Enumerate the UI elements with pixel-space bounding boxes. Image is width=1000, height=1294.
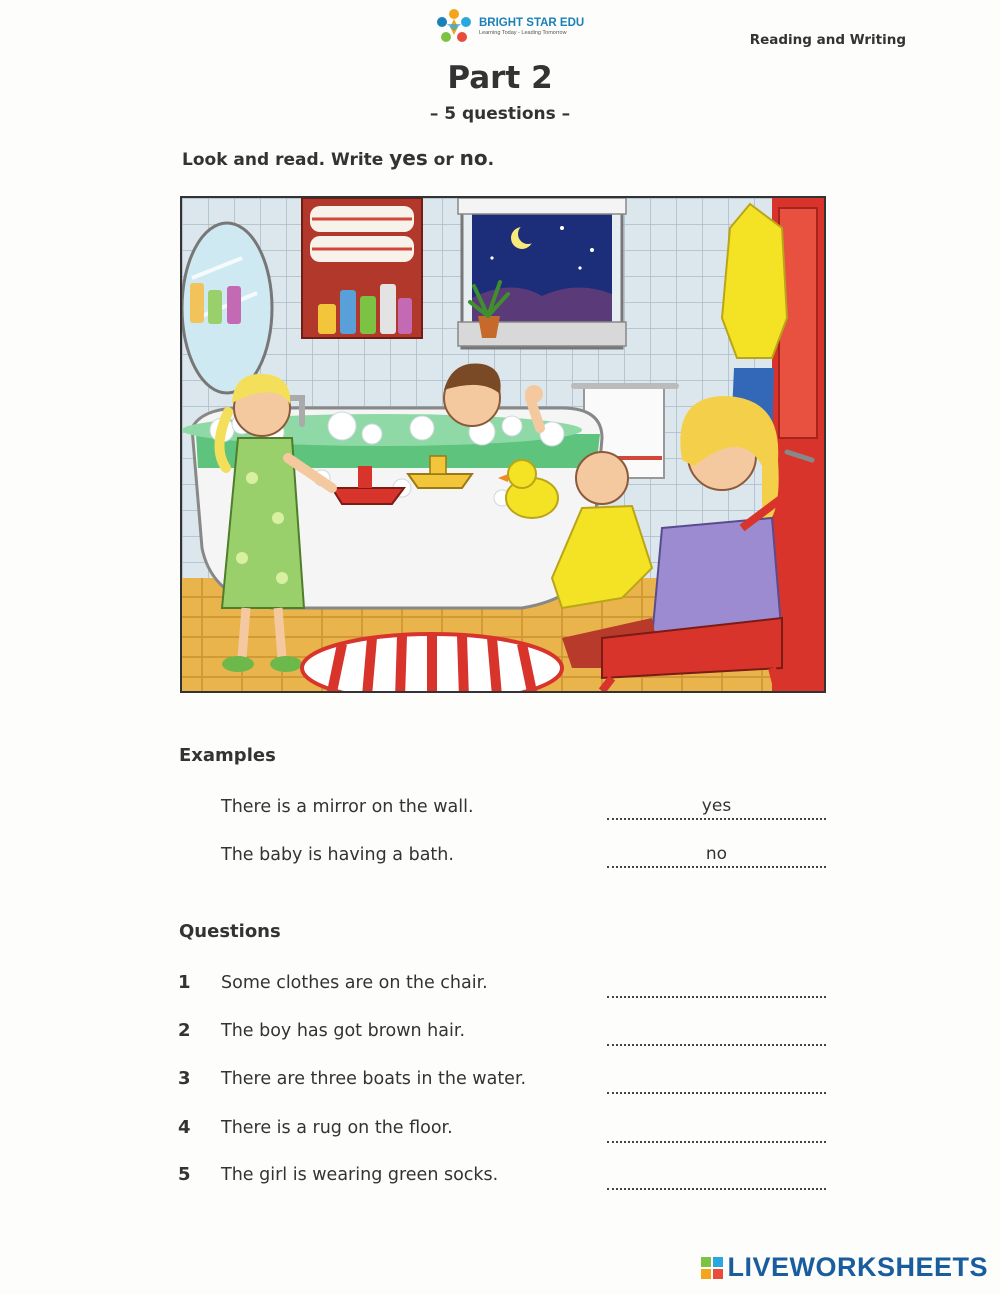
question-text: The boy has got brown hair. <box>221 1021 466 1041</box>
yellow-boat <box>408 474 472 488</box>
red-boat <box>332 488 404 504</box>
liveworksheets-brand: LIVEWORKSHEETS <box>727 1252 988 1282</box>
example-text: The baby is having a bath. <box>221 845 454 865</box>
liveworksheets-logo <box>701 1252 988 1283</box>
instruction-prefix: Look and read. Write <box>182 150 390 170</box>
question-number: 3 <box>178 1068 191 1089</box>
example-row <box>0 796 1000 826</box>
question-row <box>0 1117 1000 1147</box>
instruction-middle: or <box>427 150 460 170</box>
example-row <box>0 844 1000 874</box>
example-answer: no <box>607 844 826 868</box>
logo-brand-name: BRIGHT STAR EDU <box>479 16 585 29</box>
question-number: 4 <box>178 1117 191 1138</box>
star-logo-icon <box>433 6 475 48</box>
question-row <box>0 1068 1000 1098</box>
answer-input[interactable] <box>607 1024 826 1046</box>
question-text: There is a rug on the floor. <box>221 1118 453 1138</box>
bathroom-illustration <box>180 196 826 693</box>
instruction <box>182 146 494 170</box>
answer-input[interactable] <box>607 1121 826 1143</box>
page-title: Part 2 <box>447 60 553 96</box>
liveworksheets-icon <box>701 1257 723 1279</box>
questions-heading: Questions <box>179 921 281 942</box>
page-subtitle: – 5 questions – <box>429 104 571 124</box>
question-text: There are three boats in the water. <box>221 1069 527 1089</box>
instruction-suffix: . <box>487 150 495 170</box>
section-label: Reading and Writing <box>749 32 906 48</box>
bathroom-scene <box>182 198 824 691</box>
question-row <box>0 972 1000 1002</box>
question-text: The girl is wearing green socks. <box>221 1165 499 1185</box>
example-answer: yes <box>607 796 826 820</box>
question-row <box>0 1164 1000 1194</box>
example-text: There is a mirror on the wall. <box>221 797 474 817</box>
question-number: 1 <box>178 972 191 993</box>
question-number: 2 <box>178 1020 191 1041</box>
answer-input[interactable] <box>607 976 826 998</box>
examples-heading: Examples <box>179 745 276 766</box>
yellow-jacket <box>722 204 787 358</box>
answer-input[interactable] <box>607 1168 826 1190</box>
question-row <box>0 1020 1000 1050</box>
question-text: Some clothes are on the chair. <box>221 973 488 993</box>
girl-green-socks <box>222 656 254 672</box>
question-number: 5 <box>178 1164 191 1185</box>
baby-head <box>576 452 628 504</box>
instruction-yes-word: yes <box>389 146 428 170</box>
answer-input[interactable] <box>607 1072 826 1094</box>
bright-star-edu-logo <box>433 5 593 49</box>
logo-tagline: Learning Today - Leading Tomorrow <box>479 30 567 36</box>
instruction-no-word: no <box>459 146 488 170</box>
